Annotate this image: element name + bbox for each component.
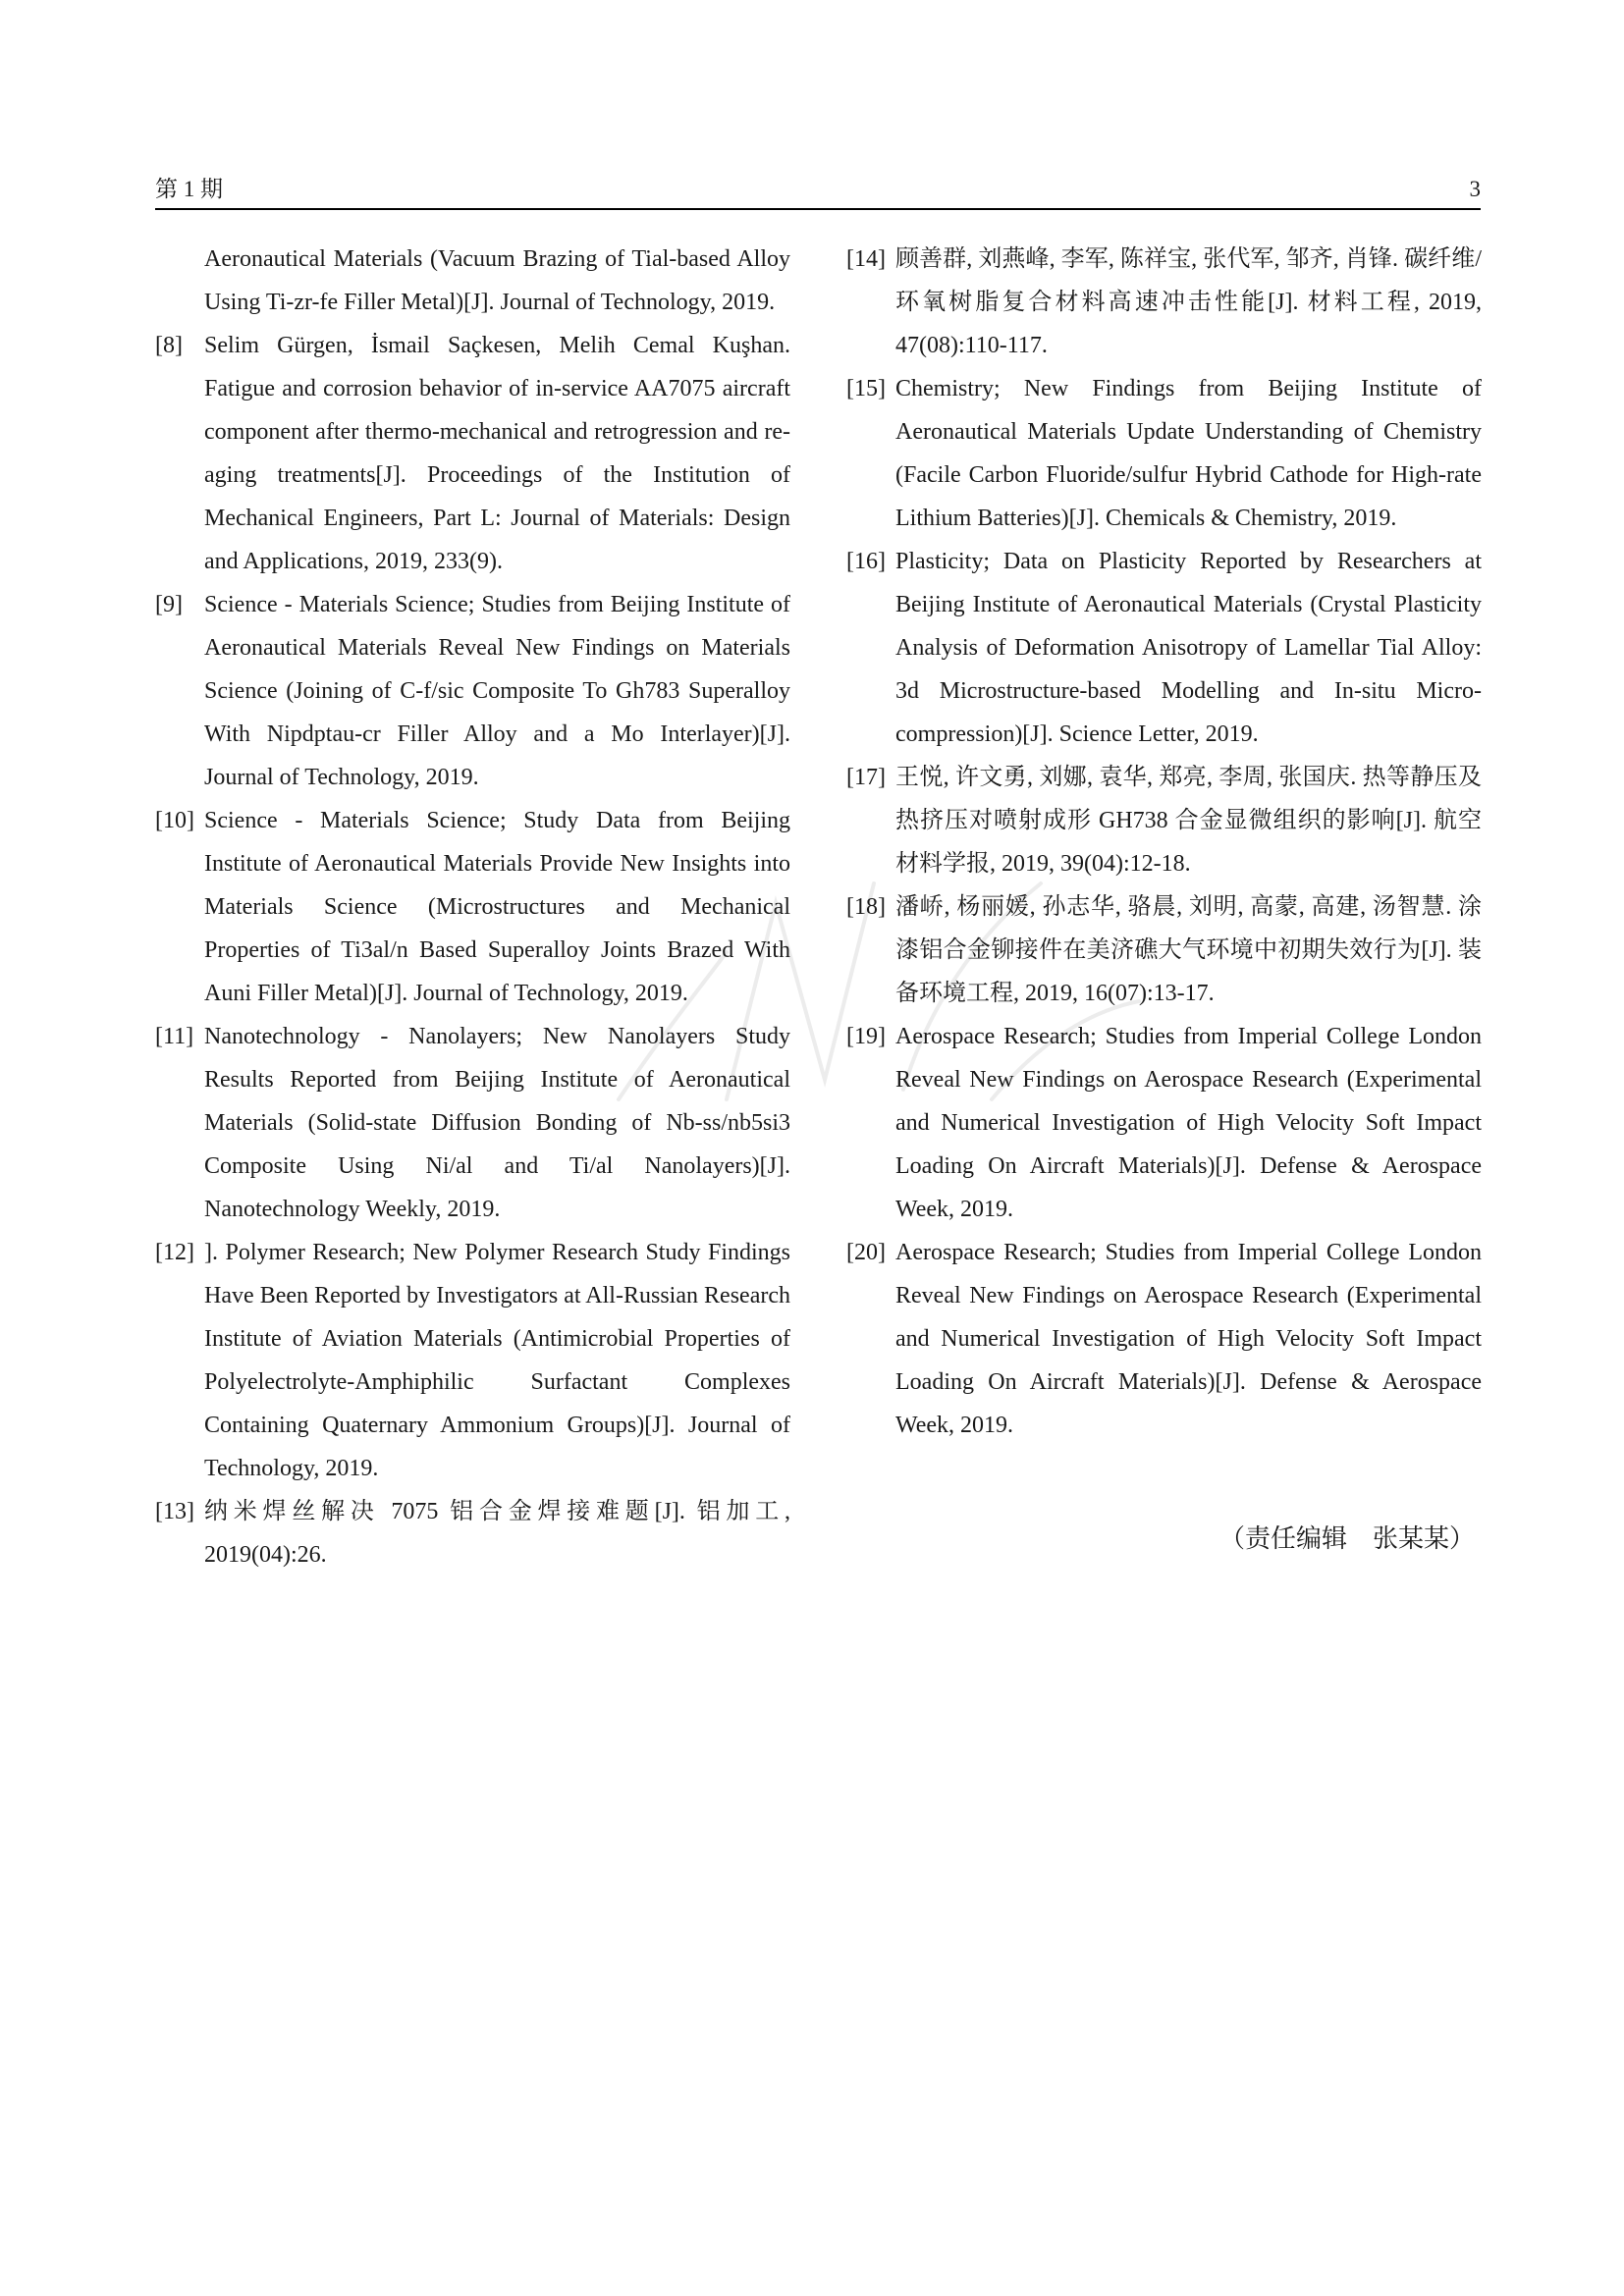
reference-item — [155, 238, 790, 324]
reference-item — [155, 799, 790, 1015]
reference-item — [846, 540, 1482, 756]
reference-number: [9] — [155, 592, 183, 617]
reference-text: Nanotechnology - Nanolayers; New Nanolayers Study Results Reported from Beijing Institute of Aeronautical Materials (Solid-state Diffusion Bonding of Nb-ss/nb5si3 Composite Using Ni/al and Ti/al Nanolayers)[J]. Nanotechnology Weekly, 2019. — [204, 1024, 790, 1222]
reference-number: [13] — [155, 1499, 194, 1524]
reference-text: 顾善群, 刘燕峰, 李军, 陈祥宝, 张代军, 邹齐, 肖锋. 碳纤维/环氧树脂复合材料高速冲击性能[J]. 材料工程, 2019, 47(08):110-117. — [895, 246, 1482, 358]
reference-text: Plasticity; Data on Plasticity Reported by Researchers at Beijing Institute of Aeronautical Materials (Crystal Plasticity Analysis of Deformation Anisotropy of Lamellar Tial Alloy: 3d Microstructure-based Modelling and In-situ Micro-compression)[J]. Science Letter, 2019. — [895, 549, 1482, 747]
reference-number: [20] — [846, 1240, 886, 1265]
reference-item — [846, 367, 1482, 540]
page-number: 3 — [1469, 177, 1481, 201]
reference-number: [12] — [155, 1240, 194, 1265]
reference-number: [14] — [846, 246, 886, 272]
reference-item — [155, 1231, 790, 1490]
reference-item — [155, 324, 790, 583]
reference-number: [11] — [155, 1024, 194, 1049]
reference-text: ]. Polymer Research; New Polymer Research Study Findings Have Been Reported by Investigators at All-Russian Research Institute of Aviation Materials (Antimicrobial Properties of Polyelectrolyte-Amphiphilic Surfactant Complexes Containing Quaternary Ammonium Groups)[J]. Journal of Technology, 2019. — [204, 1240, 790, 1481]
left-reference-column — [155, 238, 790, 1576]
reference-item — [155, 583, 790, 799]
reference-item — [846, 1231, 1482, 1447]
reference-number: [15] — [846, 376, 886, 401]
reference-number: [18] — [846, 894, 886, 920]
reference-text: Science - Materials Science; Study Data from Beijing Institute of Aeronautical Materials Provide New Insights into Materials Science (Microstructures and Mechanical Properties of Ti3al/n Based Superalloy Joints Brazed With Auni Filler Metal)[J]. Journal of Technology, 2019. — [204, 808, 790, 1006]
reference-number: [10] — [155, 808, 194, 833]
reference-item — [846, 238, 1482, 367]
reference-number: [16] — [846, 549, 886, 574]
reference-text: Aeronautical Materials (Vacuum Brazing of Tial-based Alloy Using Ti-zr-fe Filler Metal)[J]. Journal of Technology, 2019. — [204, 246, 790, 315]
reference-number: [19] — [846, 1024, 886, 1049]
reference-number: [8] — [155, 333, 183, 358]
reference-text: 纳米焊丝解决 7075 铝合金焊接难题[J]. 铝加工, 2019(04):26. — [204, 1499, 790, 1568]
reference-text: 王悦, 许文勇, 刘娜, 袁华, 郑亮, 李周, 张国庆. 热等静压及热挤压对喷射成形 GH738 合金显微组织的影响[J]. 航空材料学报, 2019, 39(04):12-18. — [895, 765, 1482, 877]
issue-label: 第 1 期 — [155, 177, 223, 201]
header-rule — [155, 208, 1481, 210]
reference-item — [155, 1490, 790, 1576]
reference-item — [846, 885, 1482, 1015]
reference-item — [846, 1015, 1482, 1231]
responsible-editor-note: （责任编辑 张某某） — [1218, 1524, 1475, 1554]
reference-item — [846, 756, 1482, 885]
reference-item — [155, 1015, 790, 1231]
reference-text: Aerospace Research; Studies from Imperial College London Reveal New Findings on Aerospace Research (Experimental and Numerical Investigation of High Velocity Soft Impact Loading On Aircraft Materials)[J]. Defense & Aerospace Week, 2019. — [895, 1240, 1482, 1438]
right-reference-column — [846, 238, 1482, 1447]
reference-text: Science - Materials Science; Studies from Beijing Institute of Aeronautical Materials Reveal New Findings on Materials Science (Joining of C-f/sic Composite To Gh783 Superalloy With Nipdptau-cr Filler Alloy and a Mo Interlayer)[J]. Journal of Technology, 2019. — [204, 592, 790, 790]
reference-number: [17] — [846, 765, 886, 790]
reference-text: Aerospace Research; Studies from Imperial College London Reveal New Findings on Aerospace Research (Experimental and Numerical Investigation of High Velocity Soft Impact Loading On Aircraft Materials)[J]. Defense & Aerospace Week, 2019. — [895, 1024, 1482, 1222]
reference-text: 潘峤, 杨丽媛, 孙志华, 骆晨, 刘明, 高蒙, 高建, 汤智慧. 涂漆铝合金铆接件在美济礁大气环境中初期失效行为[J]. 装备环境工程, 2019, 16(07):13-17. — [895, 894, 1482, 1006]
reference-text: Chemistry; New Findings from Beijing Institute of Aeronautical Materials Update Understanding of Chemistry (Facile Carbon Fluoride/sulfur Hybrid Cathode for High-rate Lithium Batteries)[J]. Chemicals & Chemistry, 2019. — [895, 376, 1482, 531]
reference-text: Selim Gürgen, İsmail Saçkesen, Melih Cemal Kuşhan. Fatigue and corrosion behavior of in-service AA7075 aircraft component after thermo-mechanical and retrogression and re-aging treatments[J]. Proceedings of the Institution of Mechanical Engineers, Part L: Journal of Materials: Design and Applications, 2019, 233(9). — [204, 333, 790, 574]
